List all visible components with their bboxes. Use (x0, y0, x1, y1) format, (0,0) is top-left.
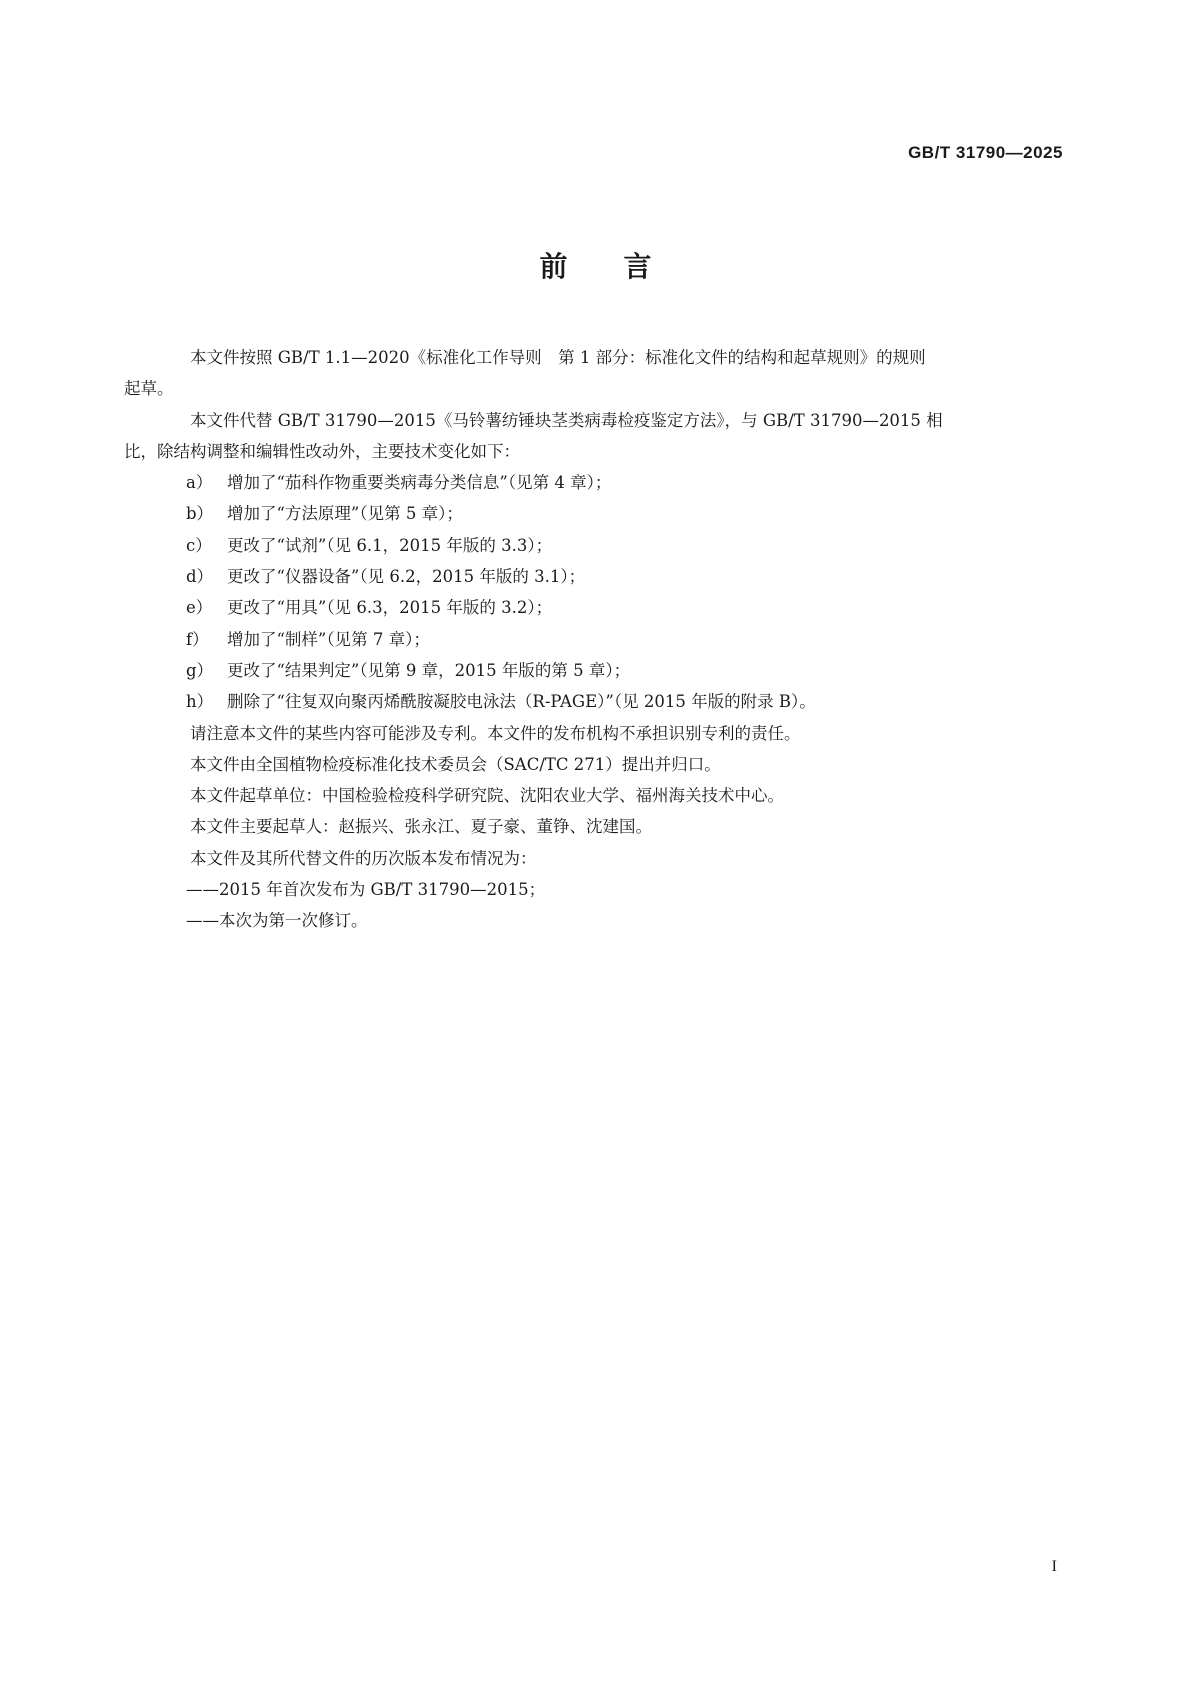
history-list (157, 874, 1067, 937)
list-item (157, 498, 1067, 529)
document-body (124, 342, 1067, 937)
document-code: GB/T 31790—2025 (908, 143, 1063, 162)
list-item (157, 467, 1067, 498)
history-item: ——本次为第一次修订。 (186, 911, 368, 931)
list-item-text: 更改了“仪器设备”（见 6.2，2015 年版的 3.1）； (227, 567, 586, 587)
list-marker: f） (186, 629, 209, 649)
list-marker: d） (186, 567, 214, 587)
list-item-text: 增加了“茄科作物重要类病毒分类信息”（见第 4 章）； (227, 473, 612, 493)
list-marker: a） (186, 473, 213, 493)
paragraph-drafting-units: 本文件起草单位：中国检验检疫科学研究院、沈阳农业大学、福州海关技术中心。 (190, 786, 784, 806)
list-item (157, 624, 1067, 655)
paragraph-line: 本文件代替 GB/T 31790—2015《马铃薯纺锤块茎类病毒检疫鉴定方法》，与 GB/T 31790—2015 相 (190, 410, 943, 430)
list-item-text: 更改了“结果判定”（见第 9 章，2015 年版的第 5 章）； (227, 660, 631, 680)
page-title: 前言 (539, 250, 708, 283)
list-item-text: 增加了“方法原理”（见第 5 章）； (227, 504, 463, 524)
page-number: I (1051, 1558, 1057, 1575)
list-marker: b） (186, 504, 214, 524)
list-marker: c） (186, 535, 212, 555)
paragraph-proposer: 本文件由全国植物检疫标准化技术委员会（SAC/TC 271）提出并归口。 (190, 754, 721, 774)
list-item (157, 592, 1067, 623)
list-marker: e） (186, 598, 213, 618)
list-item (157, 530, 1067, 561)
paragraph-replacement (124, 405, 1067, 468)
paragraph-drafters: 本文件主要起草人：赵振兴、张永江、夏子豪、董铮、沈建国。 (190, 817, 652, 837)
list-item-text: 更改了“试剂”（见 6.1，2015 年版的 3.3）； (227, 535, 553, 555)
paragraph-line: 比，除结构调整和编辑性改动外，主要技术变化如下： (124, 441, 520, 461)
list-item (157, 686, 1067, 717)
changes-list (157, 467, 1067, 717)
list-item-text: 更改了“用具”（见 6.3，2015 年版的 3.2）； (227, 598, 553, 618)
paragraph-patent-notice: 请注意本文件的某些内容可能涉及专利。本文件的发布机构不承担识别专利的责任。 (190, 723, 801, 743)
paragraph-line: 起草。 (124, 379, 174, 399)
paragraph-version-history: 本文件及其所代替文件的历次版本发布情况为： (190, 848, 537, 868)
paragraph-line: 本文件按照 GB/T 1.1—2020《标准化工作导则 第 1 部分：标准化文件的结构和起草规则》的规则 (190, 348, 926, 367)
list-item (157, 561, 1067, 592)
paragraph-drafting-rules (124, 342, 1067, 405)
list-item (157, 655, 1067, 686)
history-item: ——2015 年首次发布为 GB/T 31790—2015； (186, 880, 546, 900)
list-item-text: 增加了“制样”（见第 7 章）； (227, 629, 430, 649)
list-marker: g） (186, 660, 214, 680)
list-marker: h） (186, 692, 214, 712)
list-item-text: 删除了“往复双向聚丙烯酰胺凝胶电泳法（R-PAGE）”（见 2015 年版的附录 B）。 (227, 692, 816, 712)
